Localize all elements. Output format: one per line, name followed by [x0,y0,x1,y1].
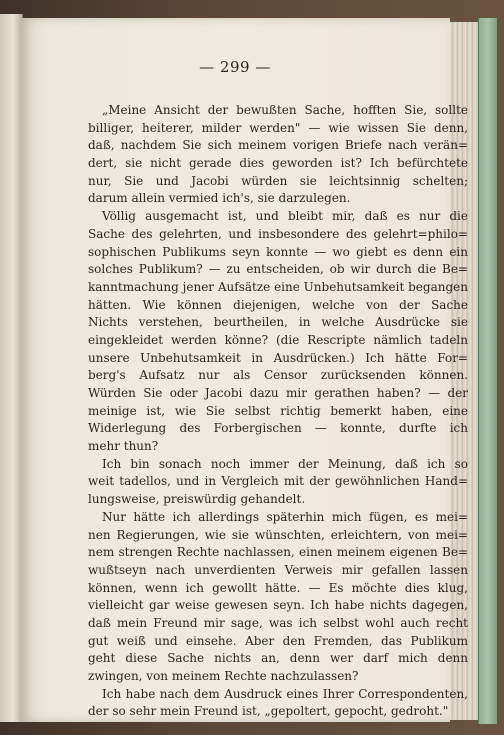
text-line: Widerlegung des Forbergischen — konnte, durfte ich [88,421,468,436]
text-line: der so sehr mein Freund ist, „gepoltert, gepocht, gedroht." [88,704,449,719]
text-line: nem strengen Rechte nachlassen, einen meinem eigenen Be= [88,545,468,560]
text-line: „Meine Ansicht der bewußten Sache, hofften Sie, sollte [102,103,468,117]
text-line: eingekleidet werden könne? (die Rescripte nämlich tadeln [88,332,468,347]
text-line: nur, Sie und Jacobi würden sie leichtsinnig schelten; [88,173,468,188]
text-line: Sache des gelehrten, und insbesondere des gelehrt=philo= [88,226,468,241]
text-line: meinige ist, wie Sie selbst richtig bemerkt haben, eine [88,403,468,418]
text-line: Würden Sie oder Jacobi dazu mir gerathen haben? — der [88,386,468,400]
text-line: Ich habe nach dem Ausdruck eines Ihrer Correspondenten, [102,686,468,701]
text-line: Völlig ausgemacht ist, und bleibt mir, daß es nur die [102,209,468,224]
text-line: unsere Unbehutsamkeit in Ausdrücken.) Ich hätte For= [88,350,468,365]
text-line: wußtseyn nach unverdienten Verweis mir gefallen lassen [88,562,468,577]
text-line: daß mein Freund mir sage, was ich selbst wohl auch recht [88,615,468,630]
text-line: zwingen, von meinem Rechte nachzulassen? [88,669,359,683]
text-line: lungsweise, preiswürdig gehandelt. [88,492,306,507]
text-line: gut weiß und einsehe. Aber den Fremden, das Publikum [88,633,468,648]
text-line: kanntmachung jener Aufsätze eine Unbehutsamkeit begangen [88,279,468,294]
text-line: daß, nachdem Sie sich meinem vorigen Briefe nach verän= [88,138,468,153]
text-line: Ich bin sonach noch immer der Meinung, daß ich so [102,456,468,471]
text-line: nen Regierungen, wie sie wünschten, erleichtern, von mei= [88,527,468,542]
body-text [88,102,468,721]
text-line: darum allein vermied ich's, sie darzulegen. [88,191,351,206]
text-line: können, wenn ich gewollt hätte. — Es möchte dies klug, [88,580,468,595]
text-line: dert, sie nicht gerade dies geworden ist? Ich befürchtete [88,156,468,171]
text-line: geht diese Sache nichts an, denn wer darf mich denn [88,651,468,666]
book-cover-edge [478,18,497,724]
text-line: Nichts verstehen, beurtheilen, in welche Ausdrücke sie [88,315,468,330]
text-line: billiger, heiterer, milder werden" — wie wissen Sie denn, [88,120,468,135]
page-number: — 299 — [199,58,271,76]
book-page [20,18,468,722]
text-line: Nur hätte ich allerdings späterhin mich fügen, es mei= [102,509,468,524]
text-line: weit tadellos, und in Vergleich mit der gewöhnlichen Hand= [88,474,468,489]
text-line: sophischen Publikums seyn konnte — wo giebt es denn ein [88,244,468,259]
text-line: solches Publikum? — zu entscheiden, ob wir durch die Be= [88,262,468,277]
text-line: hätten. Wie können diejenigen, welche von der Sache [88,297,468,312]
text-line: vielleicht gar weise gewesen seyn. Ich habe nichts dagegen, [88,598,468,613]
text-line: berg's Aufsatz nur als Censor zurücksenden können. [88,368,468,383]
text-line: mehr thun? [88,439,159,454]
